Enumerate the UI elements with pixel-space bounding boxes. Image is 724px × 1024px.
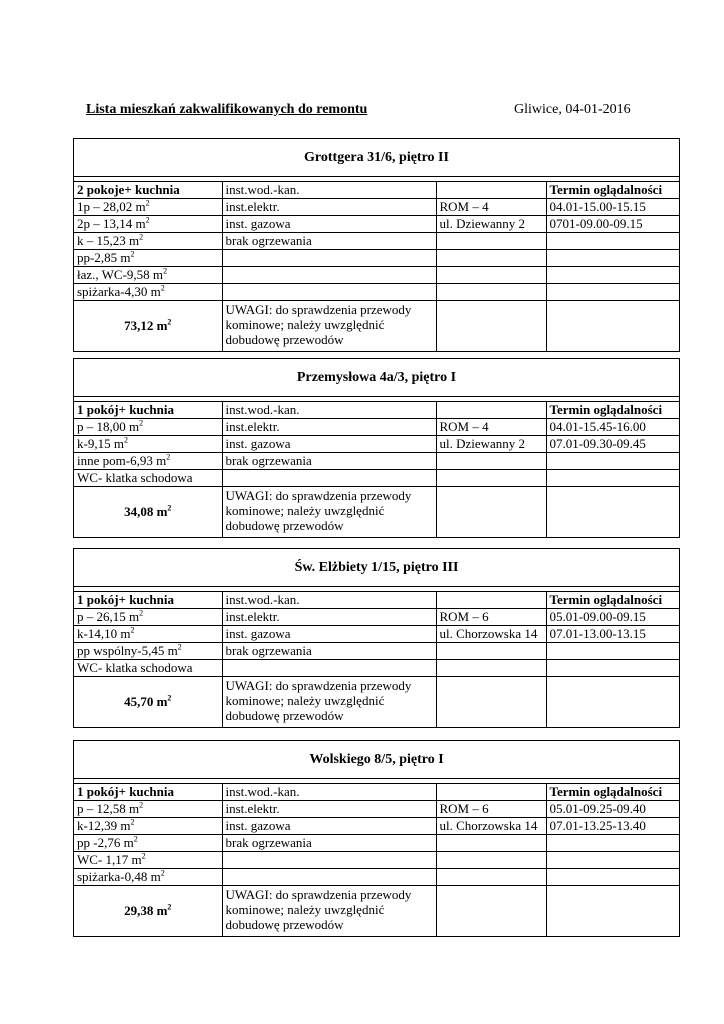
table-row — [74, 182, 679, 199]
summary-row — [74, 301, 679, 352]
table-cell — [546, 643, 679, 660]
apartment-table — [74, 402, 679, 537]
table-row — [74, 453, 679, 470]
table-row — [74, 250, 679, 267]
table-row — [74, 233, 679, 250]
table-cell — [436, 470, 546, 487]
empty-cell — [436, 487, 546, 538]
table-cell: łaz., WC-9,58 $m^2$ — [74, 267, 222, 284]
total-area: 34,08 $m^2$ — [74, 487, 222, 538]
table-row — [74, 592, 679, 609]
table-cell: pp-2,85 $m^2$ — [74, 250, 222, 267]
table-cell — [436, 784, 546, 801]
empty-cell — [436, 301, 546, 352]
table-cell — [222, 267, 436, 284]
table-cell — [436, 835, 546, 852]
table-cell: pp wspólny-5,45 $m^2$ — [74, 643, 222, 660]
table-cell: Termin oglądalności — [546, 182, 679, 199]
table-cell: ROM – 4 — [436, 419, 546, 436]
table-cell: inst.wod.-kan. — [222, 784, 436, 801]
empty-cell — [546, 301, 679, 352]
summary-row — [74, 677, 679, 728]
table-row — [74, 643, 679, 660]
table-cell: 05.01-09.25-09.40 — [546, 801, 679, 818]
document-title: Lista mieszkań zakwalifikowanych do remontu — [86, 102, 368, 117]
table-row — [74, 470, 679, 487]
table-cell: k – 15,23 $m^2$ — [74, 233, 222, 250]
apartment-block — [73, 740, 680, 937]
table-cell: p – 18,00 $m^2$ — [74, 419, 222, 436]
table-cell: inst.elektr. — [222, 801, 436, 818]
table-row — [74, 284, 679, 301]
table-cell: WC- klatka schodowa — [74, 660, 222, 677]
table-cell: inst.elektr. — [222, 199, 436, 216]
table-cell: k-12,39 $m^2$ — [74, 818, 222, 835]
table-cell — [222, 852, 436, 869]
apartment-table — [74, 182, 679, 351]
table-cell: p – 12,58 $m^2$ — [74, 801, 222, 818]
total-area: 29,38 $m^2$ — [74, 886, 222, 937]
table-cell: inst.wod.-kan. — [222, 182, 436, 199]
apartment-block — [73, 548, 680, 728]
table-cell: pp -2,76 $m^2$ — [74, 835, 222, 852]
table-cell — [436, 267, 546, 284]
document-header — [86, 102, 646, 122]
empty-cell — [546, 487, 679, 538]
table-cell — [436, 660, 546, 677]
table-cell: inne pom-6,93 $m^2$ — [74, 453, 222, 470]
table-cell: 1 pokój+ kuchnia — [74, 402, 222, 419]
table-cell: ROM – 4 — [436, 199, 546, 216]
table-cell — [436, 284, 546, 301]
remarks-note: UWAGI: do sprawdzenia przewody kominowe; należy uwzględnić dobudowę przewodów — [222, 487, 436, 538]
table-cell: ul. Dziewanny 2 — [436, 216, 546, 233]
table-cell: spiżarka-4,30 $m^2$ — [74, 284, 222, 301]
empty-cell — [436, 677, 546, 728]
apartment-address: Wolskiego 8/5, piętro I — [74, 741, 679, 779]
table-cell — [546, 869, 679, 886]
table-cell: brak ogrzewania — [222, 643, 436, 660]
table-cell — [222, 470, 436, 487]
table-cell: k-9,15 $m^2$ — [74, 436, 222, 453]
table-cell — [436, 643, 546, 660]
table-row — [74, 267, 679, 284]
empty-cell — [436, 886, 546, 937]
table-cell: 1 pokój+ kuchnia — [74, 592, 222, 609]
table-row — [74, 801, 679, 818]
table-cell: inst. gazowa — [222, 436, 436, 453]
table-cell: inst.wod.-kan. — [222, 592, 436, 609]
table-cell: Termin oglądalności — [546, 402, 679, 419]
table-cell — [436, 869, 546, 886]
table-cell: brak ogrzewania — [222, 233, 436, 250]
summary-row — [74, 487, 679, 538]
table-cell: inst.elektr. — [222, 609, 436, 626]
table-cell — [546, 250, 679, 267]
table-cell: ul. Chorzowska 14 — [436, 818, 546, 835]
table-row — [74, 869, 679, 886]
table-cell: Termin oglądalności — [546, 784, 679, 801]
table-cell: inst. gazowa — [222, 216, 436, 233]
table-cell: 2p – 13,14 $m^2$ — [74, 216, 222, 233]
table-cell — [546, 852, 679, 869]
table-cell — [222, 284, 436, 301]
table-cell: p – 26,15 $m^2$ — [74, 609, 222, 626]
table-cell — [436, 233, 546, 250]
table-cell: WC- 1,17 $m^2$ — [74, 852, 222, 869]
table-cell — [546, 233, 679, 250]
remarks-note: UWAGI: do sprawdzenia przewody kominowe; należy uwzględnić dobudowę przewodów — [222, 301, 436, 352]
table-cell: 04.01-15.45-16.00 — [546, 419, 679, 436]
summary-row — [74, 886, 679, 937]
table-row — [74, 626, 679, 643]
table-row — [74, 852, 679, 869]
table-cell: ul. Chorzowska 14 — [436, 626, 546, 643]
remarks-note: UWAGI: do sprawdzenia przewody kominowe; należy uwzględnić dobudowę przewodów — [222, 886, 436, 937]
table-row — [74, 436, 679, 453]
table-row — [74, 818, 679, 835]
apartment-block — [73, 138, 680, 352]
table-cell — [436, 250, 546, 267]
table-cell: inst.wod.-kan. — [222, 402, 436, 419]
table-cell: WC- klatka schodowa — [74, 470, 222, 487]
table-cell: 04.01-15.00-15.15 — [546, 199, 679, 216]
table-cell: spiżarka-0,48 $m^2$ — [74, 869, 222, 886]
total-area: 73,12 $m^2$ — [74, 301, 222, 352]
table-cell: brak ogrzewania — [222, 835, 436, 852]
table-cell — [222, 869, 436, 886]
total-area: 45,70 $m^2$ — [74, 677, 222, 728]
table-cell: ROM – 6 — [436, 801, 546, 818]
table-row — [74, 835, 679, 852]
table-row — [74, 216, 679, 233]
table-cell: 2 pokoje+ kuchnia — [74, 182, 222, 199]
table-cell: 1p – 28,02 $m^2$ — [74, 199, 222, 216]
apartment-table — [74, 592, 679, 727]
table-cell — [546, 835, 679, 852]
remarks-note: UWAGI: do sprawdzenia przewody kominowe; należy uwzględnić dobudowę przewodów — [222, 677, 436, 728]
table-cell: brak ogrzewania — [222, 453, 436, 470]
table-cell: 0701-09.00-09.15 — [546, 216, 679, 233]
apartment-table — [74, 784, 679, 936]
table-cell: ROM – 6 — [436, 609, 546, 626]
table-cell — [436, 852, 546, 869]
table-cell — [436, 402, 546, 419]
table-cell — [546, 267, 679, 284]
table-cell: 1 pokój+ kuchnia — [74, 784, 222, 801]
table-cell: 07.01-13.00-13.15 — [546, 626, 679, 643]
table-cell: Termin oglądalności — [546, 592, 679, 609]
table-cell — [222, 660, 436, 677]
table-row — [74, 609, 679, 626]
table-cell — [436, 182, 546, 199]
table-cell — [436, 592, 546, 609]
table-cell — [546, 470, 679, 487]
empty-cell — [546, 677, 679, 728]
table-cell — [546, 453, 679, 470]
table-cell: 07.01-09.30-09.45 — [546, 436, 679, 453]
table-cell: k-14,10 $m^2$ — [74, 626, 222, 643]
document-date: Gliwice, 04-01-2016 — [514, 102, 631, 117]
apartment-address: Św. Elżbiety 1/15, piętro III — [74, 549, 679, 587]
table-cell: 07.01-13.25-13.40 — [546, 818, 679, 835]
table-cell — [546, 284, 679, 301]
table-row — [74, 402, 679, 419]
table-row — [74, 660, 679, 677]
table-cell: inst. gazowa — [222, 626, 436, 643]
table-cell: ul. Dziewanny 2 — [436, 436, 546, 453]
table-cell — [436, 453, 546, 470]
table-cell: inst.elektr. — [222, 419, 436, 436]
table-row — [74, 784, 679, 801]
apartment-block — [73, 358, 680, 538]
apartment-address: Przemysłowa 4a/3, piętro I — [74, 359, 679, 397]
apartment-address: Grottgera 31/6, piętro II — [74, 139, 679, 177]
table-cell: 05.01-09.00-09.15 — [546, 609, 679, 626]
table-cell — [546, 660, 679, 677]
table-row — [74, 199, 679, 216]
table-cell: inst. gazowa — [222, 818, 436, 835]
table-row — [74, 419, 679, 436]
empty-cell — [546, 886, 679, 937]
table-cell — [222, 250, 436, 267]
